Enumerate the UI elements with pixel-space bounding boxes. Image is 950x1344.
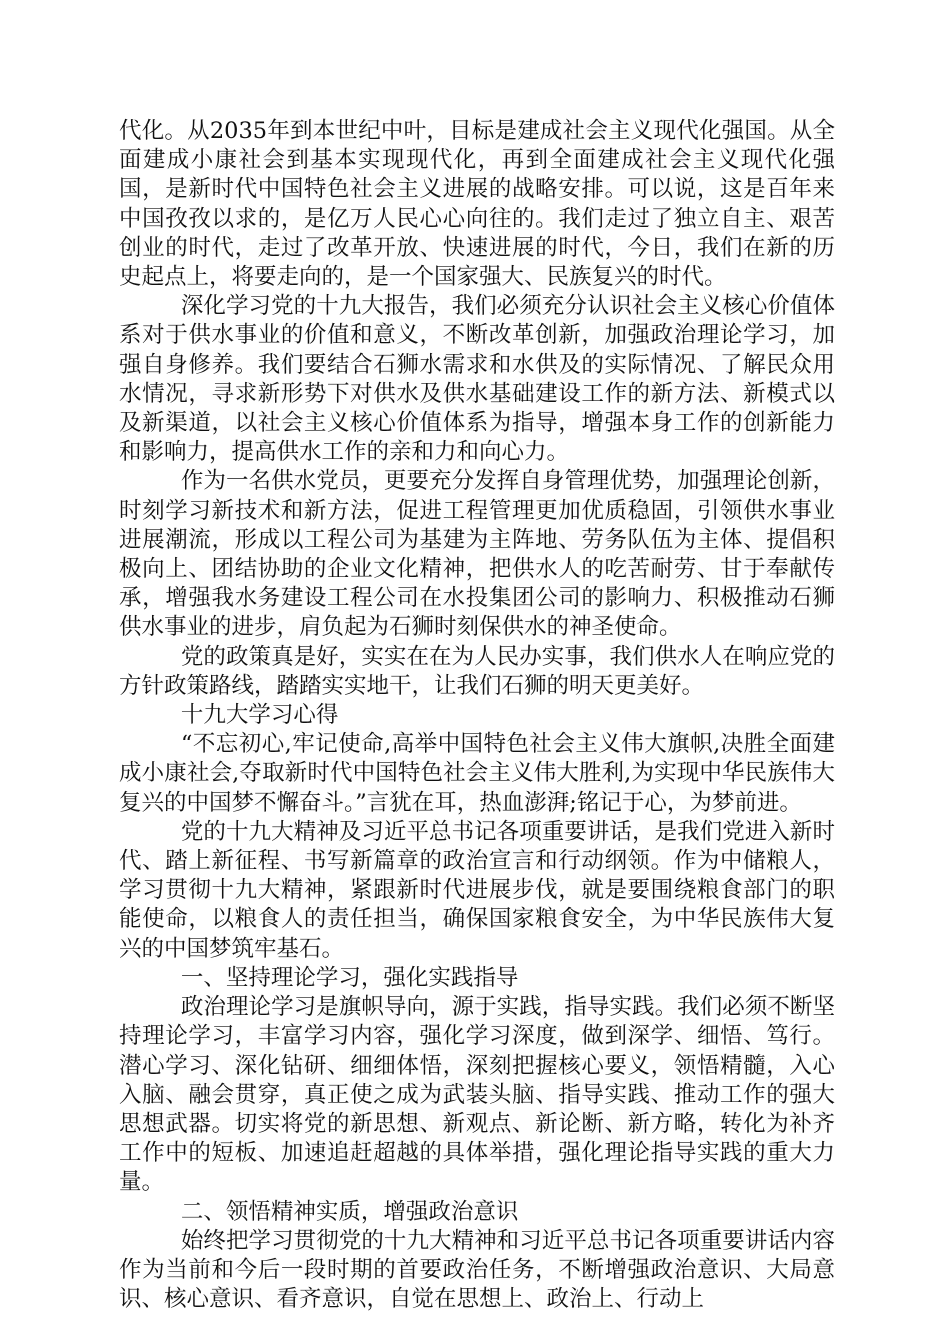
section-title: 十九大学习心得	[180, 702, 339, 729]
paragraph-3: 作为一名供水党员，更要充分发挥自身管理优势，加强理论创新，时刻学习新技术和新方法，促进工程管理更加优质稳固，引领供水事业进展潮流，形成以工程公司为基建为主阵地、劳务队伍为主体、提倡积极向上、团结协助的企业文化精神，把供水人的吃苦耐劳、甘于奉献传承，增强我水务建设工程公司在水投集团公司的影响力、积极推动石狮供水事业的进步，肩负起为石狮时刻保供水的神圣使命。	[119, 468, 835, 641]
heading-one: 一、坚持理论学习，强化实践指导	[180, 964, 519, 991]
paragraph-1: 代化。从2035年到本世纪中叶，目标是建成社会主义现代化强国。从全面建成小康社会到基本实现现代化，再到全面建成社会主义现代化强国，是新时代中国特色社会主义进展的战略安排。可以说，这是百年来中国孜孜以求的，是亿万人民心心向往的。我们走过了独立自主、艰苦创业的时代，走过了改革开放、快速进展的时代，今日，我们在新的历史起点上，将要走向的，是一个国家强大、民族复兴的时代。	[119, 118, 835, 291]
paragraph-9: 政治理论学习是旗帜导向，源于实践，指导实践。我们必须不断坚持理论学习，丰富学习内容，强化学习深度，做到深学、细悟、笃行。潜心学习、深化钻研、细细体悟，深刻把握核心要义，领悟精髓，入心入脑、融会贯穿，真正使之成为武装头脑、指导实践、推动工作的强大思想武器。切实将党的新思想、新观点、新论断、新方略，转化为补齐工作中的短板、加速追赶超越的具体举措，强化理论指导实践的重大力量。	[119, 994, 835, 1196]
paragraph-7: 党的十九大精神及习近平总书记各项重要讲话，是我们党进入新时代、踏上新征程、书写新篇章的政治宣言和行动纲领。作为中储粮人，学习贯彻十九大精神，紧跟新时代进展步伐，就是要围绕粮食部门的职能使命，以粮食人的责任担当，确保国家粮食安全，为中华民族伟大复兴的中国梦筑牢基石。	[119, 818, 835, 962]
paragraph-11: 始终把学习贯彻党的十九大精神和习近平总书记各项重要讲话内容作为当前和今后一段时期的首要政治任务，不断增强政治意识、大局意识、核心意识、看齐意识，自觉在思想上、政治上、行动上	[119, 1227, 835, 1313]
heading-two: 二、领悟精神实质，增强政治意识	[180, 1198, 519, 1225]
quote-paragraph: “不忘初心,牢记使命,高举中国特色社会主义伟大旗帜,决胜全面建成小康社会,夺取新时代中国特色社会主义伟大胜利,为实现中华民族伟大复兴的中国梦不懈奋斗。”言犹在耳，热血澎湃;铭记于心，为梦前进。	[119, 731, 835, 816]
paragraph-2: 深化学习党的十九大报告，我们必须充分认识社会主义核心价值体系对于供水事业的价值和意义，不断改革创新，加强政治理论学习，加强自身修养。我们要结合石狮水需求和水供及的实际情况、了解民众用水情况，寻求新形势下对供水及供水基础建设工作的新方法、新模式以及新渠道，以社会主义核心价值体系为指导，增强本身工作的创新能力和影响力，提高供水工作的亲和力和向心力。	[119, 293, 835, 466]
paragraph-4: 党的政策真是好，实实在在为人民办实事，我们供水人在响应党的方针政策路线，踏踏实实地干，让我们石狮的明天更美好。	[119, 643, 835, 699]
document-page	[119, 117, 835, 1314]
